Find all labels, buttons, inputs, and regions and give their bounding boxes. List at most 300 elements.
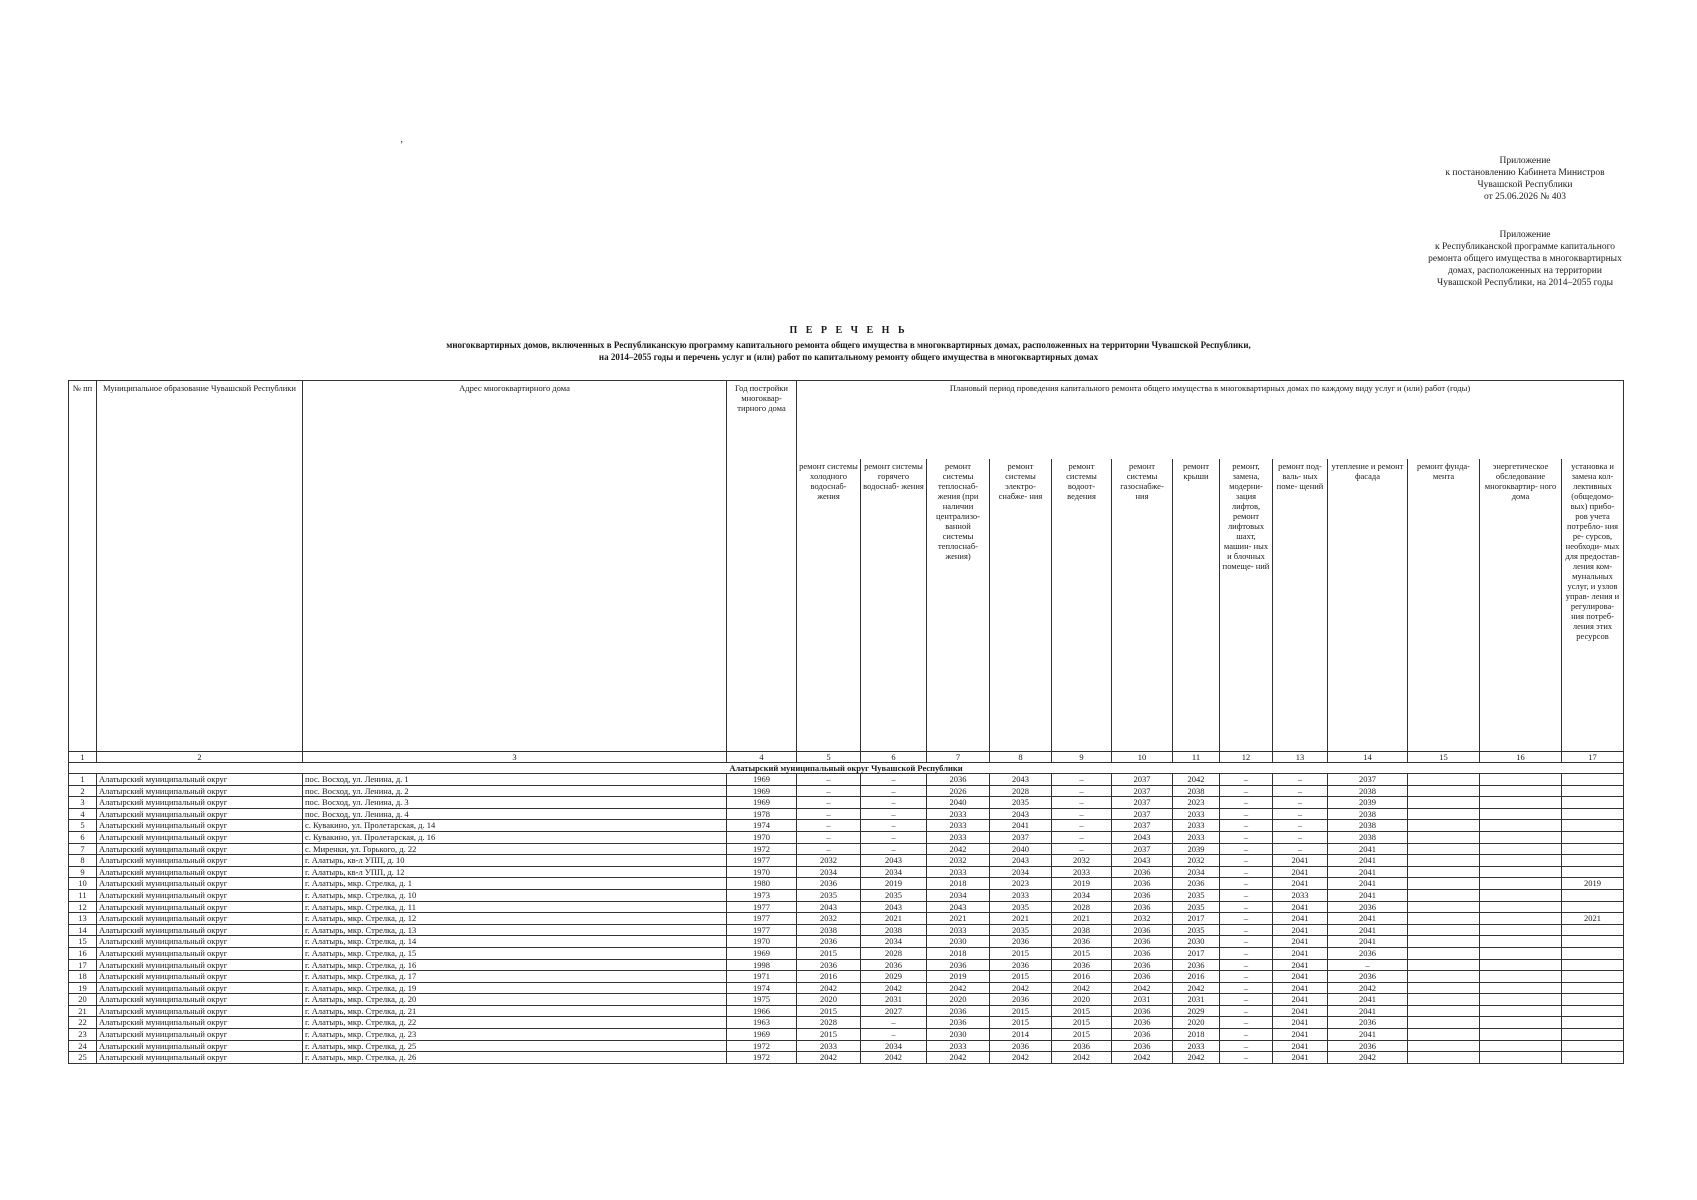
table-cell <box>1562 843 1624 855</box>
appendix-line: к Республиканской программе капитального <box>1435 242 1615 252</box>
table-cell: 2036 <box>1328 947 1408 959</box>
table-cell: г. Алатырь, мкр. Стрелка, д. 17 <box>303 971 727 983</box>
table-cell <box>1480 971 1562 983</box>
table-cell: 23 <box>69 1029 97 1041</box>
table-cell: 1969 <box>727 947 797 959</box>
table-cell: 2038 <box>1173 785 1220 797</box>
column-number: 14 <box>1328 752 1408 763</box>
table-cell: 2042 <box>1112 1052 1173 1064</box>
table-cell <box>1408 785 1480 797</box>
table-cell <box>1562 785 1624 797</box>
table-cell <box>1408 878 1480 890</box>
title-heading: П Е Р Е Ч Е Н Ь <box>789 325 908 336</box>
table-cell: 2032 <box>797 913 861 925</box>
table-cell: 2015 <box>797 1029 861 1041</box>
table-cell: Алатырский муниципальный округ <box>97 936 303 948</box>
table-cell: 6 <box>69 831 97 843</box>
table-cell: с. Миренки, ул. Горького, д. 22 <box>303 843 727 855</box>
table-cell: – <box>861 831 927 843</box>
table-cell: 2036 <box>797 878 861 890</box>
table-cell: – <box>1273 797 1328 809</box>
table-cell: Алатырский муниципальный округ <box>97 843 303 855</box>
header-work-basement: ремонт под- валь- ных поме- щений <box>1273 459 1328 752</box>
column-number: 6 <box>861 752 927 763</box>
table-cell: – <box>1273 808 1328 820</box>
table-cell: 1966 <box>727 1005 797 1017</box>
table-cell: 2041 <box>1328 994 1408 1006</box>
column-number: 5 <box>797 752 861 763</box>
table-cell: 2015 <box>990 1017 1052 1029</box>
table-cell: 2035 <box>990 797 1052 809</box>
column-number: 11 <box>1173 752 1220 763</box>
table-cell <box>1480 1005 1562 1017</box>
table-cell: – <box>1220 820 1273 832</box>
table-cell: 2041 <box>1273 913 1328 925</box>
table-cell <box>1480 982 1562 994</box>
header-work-heating: ремонт системы теплоснаб- жения (при наличии централизо- ванной системы теплоснаб- жения) <box>927 459 990 752</box>
table-cell: 2033 <box>1273 889 1328 901</box>
table-cell: – <box>1220 924 1273 936</box>
table-cell <box>1562 866 1624 878</box>
table-cell: 2015 <box>1052 1017 1112 1029</box>
table-cell: 1998 <box>727 959 797 971</box>
table-cell: 2038 <box>861 924 927 936</box>
table-cell: 2036 <box>927 1017 990 1029</box>
table-cell <box>1562 774 1624 786</box>
table-cell <box>1480 785 1562 797</box>
table-cell: 2038 <box>1328 785 1408 797</box>
table-cell: 1970 <box>727 831 797 843</box>
table-cell: 2042 <box>797 982 861 994</box>
table-cell: 2041 <box>1273 1029 1328 1041</box>
table-cell: Алатырский муниципальный округ <box>97 1029 303 1041</box>
table-cell: 2042 <box>1052 1052 1112 1064</box>
table-cell: 2033 <box>927 924 990 936</box>
column-number: 9 <box>1052 752 1112 763</box>
table-cell <box>1562 820 1624 832</box>
table-cell: 2041 <box>1328 913 1408 925</box>
table-cell <box>1408 889 1480 901</box>
table-cell: 2036 <box>1112 936 1173 948</box>
table-cell: – <box>861 785 927 797</box>
table-cell: 2041 <box>1273 936 1328 948</box>
table-cell: 2041 <box>1273 1040 1328 1052</box>
table-row <box>69 1029 1624 1041</box>
column-number: 17 <box>1562 752 1624 763</box>
table-cell: 3 <box>69 797 97 809</box>
table-cell: 2043 <box>861 855 927 867</box>
table-cell: – <box>1052 785 1112 797</box>
table-cell: г. Алатырь, мкр. Стрелка, д. 26 <box>303 1052 727 1064</box>
table-cell: 2036 <box>1328 971 1408 983</box>
table-cell: 2041 <box>1328 1005 1408 1017</box>
table-cell: 2036 <box>927 1005 990 1017</box>
table-cell: – <box>1052 797 1112 809</box>
table-cell: 2041 <box>1273 1005 1328 1017</box>
table-cell: Алатырский муниципальный округ <box>97 1005 303 1017</box>
table-cell <box>1408 1029 1480 1041</box>
table-cell <box>1408 913 1480 925</box>
table-cell <box>1562 889 1624 901</box>
table-cell: 2029 <box>1173 1005 1220 1017</box>
table-cell: г. Алатырь, мкр. Стрелка, д. 10 <box>303 889 727 901</box>
table-cell: г. Алатырь, кв-л УПП, д. 10 <box>303 855 727 867</box>
appendix-line: от 25.06.2026 № 403 <box>1484 192 1566 202</box>
table-cell: 2038 <box>1052 924 1112 936</box>
table-row <box>69 901 1624 913</box>
table-cell: 17 <box>69 959 97 971</box>
table-cell: 2034 <box>861 936 927 948</box>
table-cell: 2034 <box>1173 866 1220 878</box>
table-cell: 16 <box>69 947 97 959</box>
table-cell <box>1562 1029 1624 1041</box>
table-cell: Алатырский муниципальный округ <box>97 913 303 925</box>
table-cell: 2036 <box>1112 947 1173 959</box>
table-cell: 2023 <box>990 878 1052 890</box>
table-cell <box>1480 808 1562 820</box>
table-cell: 11 <box>69 889 97 901</box>
table-cell: г. Алатырь, кв-л УПП, д. 12 <box>303 866 727 878</box>
table-cell: 2043 <box>1112 855 1173 867</box>
table-cell: – <box>1220 785 1273 797</box>
table-cell: 2015 <box>1052 1029 1112 1041</box>
table-cell <box>1562 1040 1624 1052</box>
table-cell: 2020 <box>1173 1017 1220 1029</box>
table-cell: Алатырский муниципальный округ <box>97 866 303 878</box>
table-cell: г. Алатырь, мкр. Стрелка, д. 25 <box>303 1040 727 1052</box>
table-cell: 2041 <box>1273 924 1328 936</box>
table-cell: 2015 <box>990 971 1052 983</box>
table-cell: 2033 <box>797 1040 861 1052</box>
table-cell: 2034 <box>990 866 1052 878</box>
table-cell: 2036 <box>990 1040 1052 1052</box>
table-cell <box>1480 855 1562 867</box>
section-row <box>69 763 1624 774</box>
table-cell: 2031 <box>1112 994 1173 1006</box>
table-cell: 2034 <box>861 866 927 878</box>
table-cell: 2042 <box>861 982 927 994</box>
table-cell: 2035 <box>1173 924 1220 936</box>
table-cell: 2041 <box>1273 1017 1328 1029</box>
header-work-electricity: ремонт системы электро- снабже- ния <box>990 459 1052 752</box>
table-cell <box>1408 1040 1480 1052</box>
table-cell: 2041 <box>1273 959 1328 971</box>
table-cell: – <box>1273 843 1328 855</box>
table-cell: 2036 <box>990 959 1052 971</box>
table-row <box>69 889 1624 901</box>
table-row <box>69 774 1624 786</box>
table-cell: 2033 <box>1052 866 1112 878</box>
table-cell <box>1408 924 1480 936</box>
table-cell: Алатырский муниципальный округ <box>97 1052 303 1064</box>
table-cell: 2037 <box>990 831 1052 843</box>
table-cell: 22 <box>69 1017 97 1029</box>
table-cell: г. Алатырь, мкр. Стрелка, д. 15 <box>303 947 727 959</box>
table-cell: 14 <box>69 924 97 936</box>
table-cell: 2036 <box>927 774 990 786</box>
table-cell: 2037 <box>1112 785 1173 797</box>
table-cell <box>1480 843 1562 855</box>
table-cell: – <box>1220 843 1273 855</box>
table-cell: 2037 <box>1112 808 1173 820</box>
header-work-facade: утепление и ремонт фасада <box>1328 459 1408 752</box>
table-cell: 2033 <box>927 866 990 878</box>
table-cell: 2015 <box>797 1005 861 1017</box>
column-number: 16 <box>1480 752 1562 763</box>
table-cell: 2015 <box>990 1005 1052 1017</box>
appendix-line: Приложение <box>1499 230 1551 240</box>
table-cell: 2020 <box>927 994 990 1006</box>
table-cell: 2041 <box>1273 878 1328 890</box>
table-cell: 2018 <box>927 878 990 890</box>
table-cell: Алатырский муниципальный округ <box>97 797 303 809</box>
table-cell: 1974 <box>727 982 797 994</box>
table-cell: 2042 <box>861 1052 927 1064</box>
table-cell: 2041 <box>990 820 1052 832</box>
table-cell <box>1562 808 1624 820</box>
table-cell: 12 <box>69 901 97 913</box>
table-cell: 2033 <box>927 820 990 832</box>
table-cell: – <box>861 843 927 855</box>
table-cell: 2036 <box>1112 901 1173 913</box>
table-cell: 2034 <box>1052 889 1112 901</box>
table-cell: 2029 <box>861 971 927 983</box>
table-cell: 1969 <box>727 797 797 809</box>
table-cell: 2041 <box>1273 947 1328 959</box>
table-cell: – <box>861 820 927 832</box>
table-cell: 2037 <box>1112 797 1173 809</box>
table-cell: г. Алатырь, мкр. Стрелка, д. 23 <box>303 1029 727 1041</box>
table-cell: 2038 <box>797 924 861 936</box>
header-num: № пп <box>69 381 97 752</box>
table-cell: 20 <box>69 994 97 1006</box>
table-cell: 2043 <box>797 901 861 913</box>
table-cell: Алатырский муниципальный округ <box>97 901 303 913</box>
column-number: 15 <box>1408 752 1480 763</box>
table-cell: 2014 <box>990 1029 1052 1041</box>
table-cell <box>1480 1017 1562 1029</box>
table-cell: – <box>1052 774 1112 786</box>
table-cell: 2042 <box>1112 982 1173 994</box>
table-cell: – <box>797 820 861 832</box>
table-cell: 2041 <box>1273 994 1328 1006</box>
table-cell: 2038 <box>1328 820 1408 832</box>
table-cell <box>1480 913 1562 925</box>
table-cell: – <box>1220 901 1273 913</box>
table-cell <box>1562 947 1624 959</box>
table-cell: 2042 <box>1328 982 1408 994</box>
table-cell: – <box>1220 831 1273 843</box>
table-cell: г. Алатырь, мкр. Стрелка, д. 22 <box>303 1017 727 1029</box>
table-cell: 2036 <box>1112 924 1173 936</box>
column-number: 8 <box>990 752 1052 763</box>
table-cell: Алатырский муниципальный округ <box>97 959 303 971</box>
table-cell: 2028 <box>1052 901 1112 913</box>
table-cell: 2036 <box>1328 1017 1408 1029</box>
table-cell: 2021 <box>990 913 1052 925</box>
appendix-line: домах, расположенных на территории <box>1448 266 1602 276</box>
table-cell: 2015 <box>797 947 861 959</box>
table-cell: 2036 <box>1112 971 1173 983</box>
table-cell: Алатырский муниципальный округ <box>97 947 303 959</box>
table-cell <box>1408 1005 1480 1017</box>
table-cell: 2035 <box>990 901 1052 913</box>
table-cell <box>1562 959 1624 971</box>
header-work-roof: ремонт крыши <box>1173 459 1220 752</box>
table-cell: – <box>1220 1029 1273 1041</box>
table-cell: 1973 <box>727 889 797 901</box>
table-cell: 2036 <box>1052 936 1112 948</box>
table-cell: 1969 <box>727 785 797 797</box>
table-cell: 2039 <box>1328 797 1408 809</box>
appendix-note-program <box>1390 229 1660 289</box>
table-cell: Алатырский муниципальный округ <box>97 878 303 890</box>
table-cell: 2038 <box>1328 808 1408 820</box>
column-number: 10 <box>1112 752 1173 763</box>
table-cell: 1 <box>69 774 97 786</box>
table-cell: 2043 <box>990 774 1052 786</box>
header-work-hot-water: ремонт системы горячего водоснаб- жения <box>861 459 927 752</box>
table-cell: 2036 <box>1328 901 1408 913</box>
table-cell <box>1480 889 1562 901</box>
table-cell: 2036 <box>1173 878 1220 890</box>
table-cell: 2030 <box>1173 936 1220 948</box>
header-address: Адрес многоквартирного дома <box>303 381 727 752</box>
section-title: Алатырский муниципальный округ Чувашской Республики <box>69 763 1624 774</box>
table-cell <box>1480 959 1562 971</box>
table-cell: 2035 <box>1173 889 1220 901</box>
table-cell: 2033 <box>1173 1040 1220 1052</box>
table-cell <box>1480 936 1562 948</box>
table-cell: 2042 <box>927 982 990 994</box>
table-cell: 1977 <box>727 901 797 913</box>
table-cell: 10 <box>69 878 97 890</box>
table-cell: 2015 <box>1052 947 1112 959</box>
table-cell: 2 <box>69 785 97 797</box>
table-cell: с. Кувакино, ул. Пролетарская, д. 16 <box>303 831 727 843</box>
table-cell: 2036 <box>1112 878 1173 890</box>
table-cell: 1977 <box>727 855 797 867</box>
table-cell <box>1480 1052 1562 1064</box>
table-cell: 1972 <box>727 843 797 855</box>
table-cell: 1977 <box>727 924 797 936</box>
appendix-line: Приложение <box>1499 156 1551 166</box>
table-cell: 2040 <box>927 797 990 809</box>
table-cell: 2019 <box>1052 878 1112 890</box>
table-cell: 5 <box>69 820 97 832</box>
column-number: 3 <box>303 752 727 763</box>
table-cell: – <box>1220 866 1273 878</box>
table-cell: – <box>861 797 927 809</box>
table-cell: 2033 <box>1173 820 1220 832</box>
table-cell: г. Алатырь, мкр. Стрелка, д. 20 <box>303 994 727 1006</box>
table-cell: 2036 <box>1112 1040 1173 1052</box>
table-cell: 2042 <box>1052 982 1112 994</box>
table-cell: – <box>1220 889 1273 901</box>
table-cell <box>1408 808 1480 820</box>
table-cell: – <box>797 808 861 820</box>
table-cell: 2019 <box>1562 878 1624 890</box>
table-cell: 2032 <box>1052 855 1112 867</box>
table-cell: 2042 <box>990 982 1052 994</box>
table-cell: 2031 <box>1173 994 1220 1006</box>
table-cell: г. Алатырь, мкр. Стрелка, д. 13 <box>303 924 727 936</box>
table-cell: 8 <box>69 855 97 867</box>
table-cell: 2041 <box>1328 889 1408 901</box>
column-number: 2 <box>97 752 303 763</box>
header-work-cold-water: ремонт системы холодного водоснаб- жения <box>797 459 861 752</box>
stray-mark: ‚ <box>400 134 404 145</box>
table-cell: 2015 <box>1052 1005 1112 1017</box>
appendix-line: к постановлению Кабинета Министров <box>1445 168 1605 178</box>
table-cell <box>1480 820 1562 832</box>
table-cell: – <box>1220 878 1273 890</box>
table-cell: 2042 <box>1173 982 1220 994</box>
table-cell: 2033 <box>990 889 1052 901</box>
table-cell <box>1408 774 1480 786</box>
table-cell: 1969 <box>727 1029 797 1041</box>
table-cell <box>1408 947 1480 959</box>
table-cell: – <box>797 843 861 855</box>
table-cell: – <box>1220 1052 1273 1064</box>
table-cell: – <box>1052 843 1112 855</box>
table-cell: 1980 <box>727 878 797 890</box>
table-cell: – <box>797 774 861 786</box>
table-cell <box>1408 855 1480 867</box>
header-municipality: Муниципальное образование Чувашской Республики <box>97 381 303 752</box>
table-cell: 2036 <box>861 959 927 971</box>
table-cell: 2035 <box>990 924 1052 936</box>
table-cell: 2017 <box>1173 947 1220 959</box>
table-cell <box>1408 820 1480 832</box>
table-cell <box>1408 982 1480 994</box>
table-cell: 2036 <box>1112 866 1173 878</box>
table-cell: 1978 <box>727 808 797 820</box>
table-cell: 1970 <box>727 936 797 948</box>
table-cell: Алатырский муниципальный округ <box>97 808 303 820</box>
table-cell: 21 <box>69 1005 97 1017</box>
table-cell: 2033 <box>927 808 990 820</box>
table-cell: 2035 <box>1173 901 1220 913</box>
table-cell: г. Алатырь, мкр. Стрелка, д. 12 <box>303 913 727 925</box>
table-row <box>69 924 1624 936</box>
table-cell <box>1562 936 1624 948</box>
table-cell <box>1408 971 1480 983</box>
table-cell: – <box>797 797 861 809</box>
table-cell: 2028 <box>797 1017 861 1029</box>
table-cell: – <box>797 831 861 843</box>
table-cell <box>1480 947 1562 959</box>
table-cell: 2041 <box>1328 924 1408 936</box>
table-cell <box>1480 831 1562 843</box>
table-cell: 2041 <box>1273 1052 1328 1064</box>
table-cell: 2043 <box>990 808 1052 820</box>
table-cell <box>1562 1017 1624 1029</box>
table-cell: 2021 <box>861 913 927 925</box>
header-year: Год постройки многоквар- тирного дома <box>727 381 797 752</box>
table-row <box>69 797 1624 809</box>
table-cell: 2035 <box>797 889 861 901</box>
table-cell: 2016 <box>797 971 861 983</box>
table-cell: – <box>797 785 861 797</box>
table-cell: – <box>1273 785 1328 797</box>
table-cell: 2036 <box>1112 1017 1173 1029</box>
table-cell: 2042 <box>797 1052 861 1064</box>
table-cell: 2043 <box>1112 831 1173 843</box>
table-cell: 2036 <box>990 936 1052 948</box>
table-cell: пос. Восход, ул. Ленина, д. 1 <box>303 774 727 786</box>
table-cell: – <box>861 1029 927 1041</box>
